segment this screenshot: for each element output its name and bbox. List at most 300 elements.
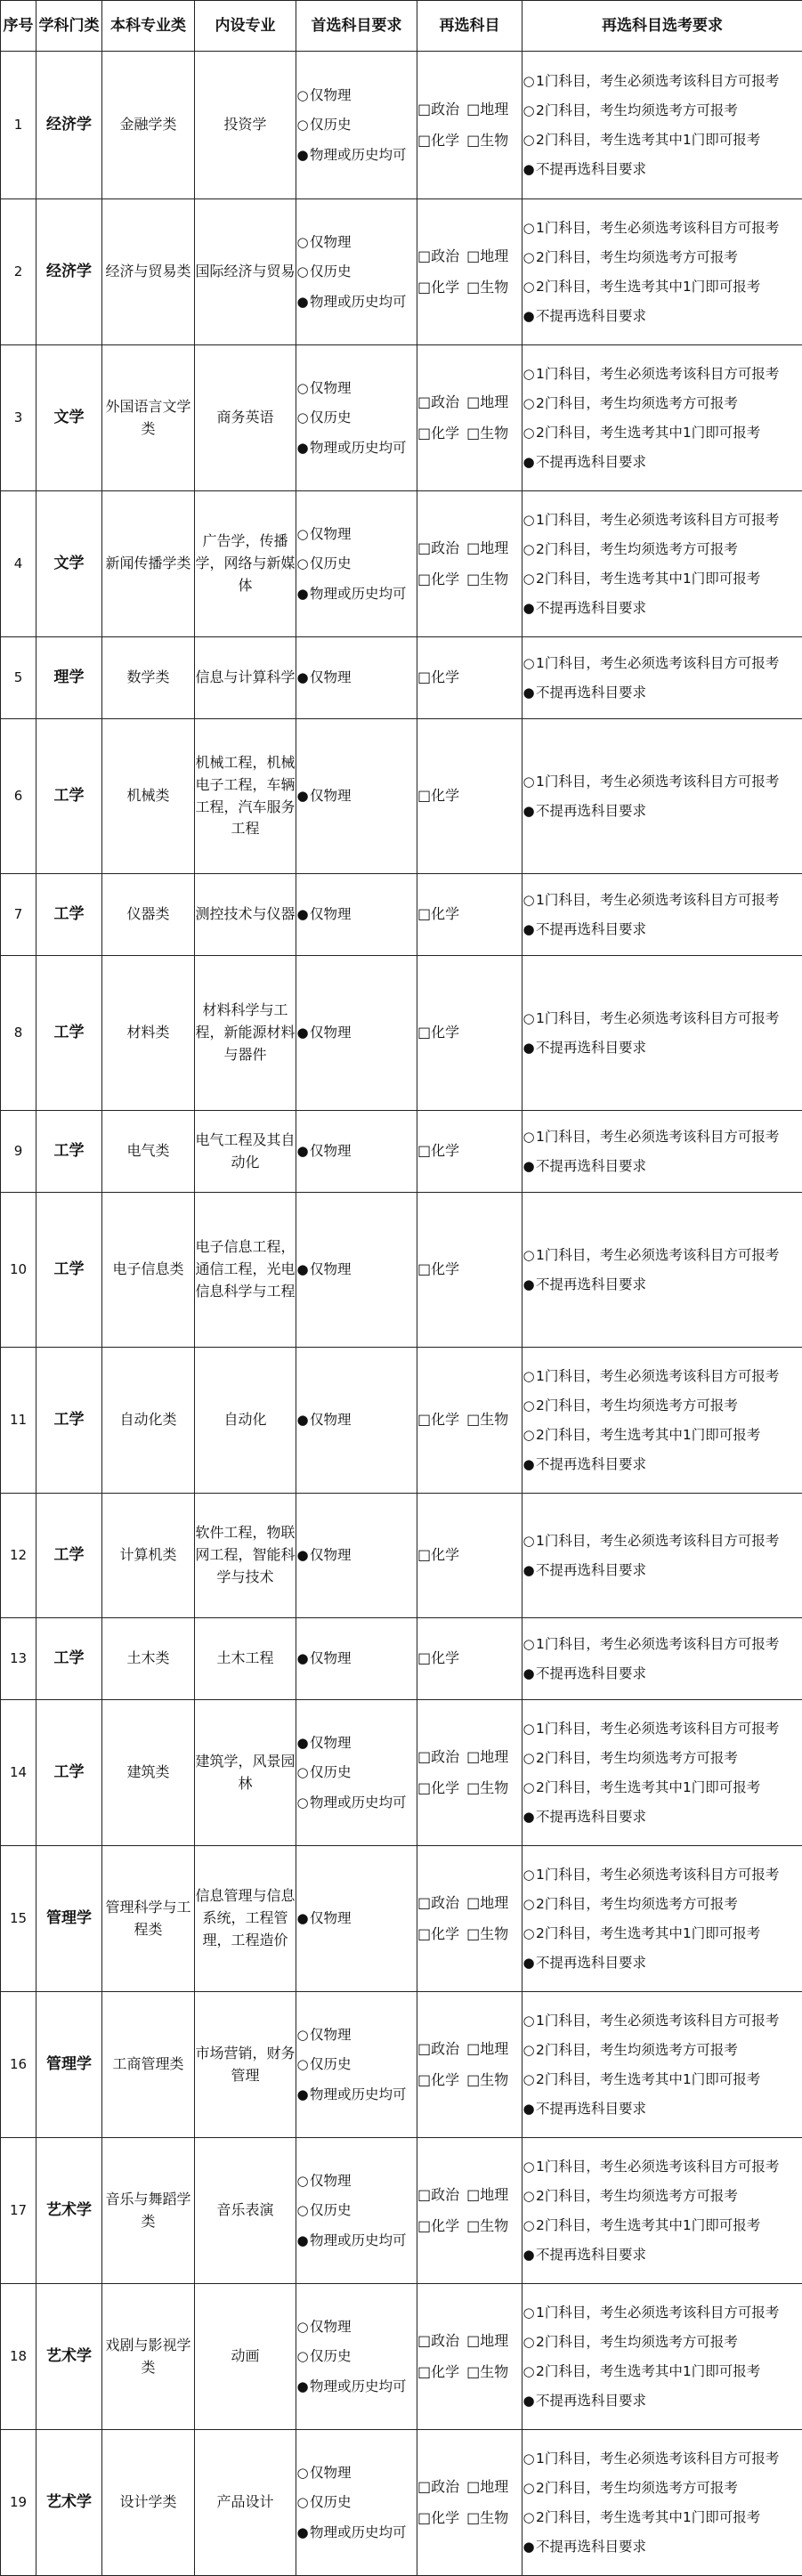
row-first-choice-cell: [296, 2138, 417, 2284]
empty-circle-icon: ○: [523, 2040, 535, 2061]
requirement-label: 1门科目，考生必须选考该科目方可报考: [536, 655, 779, 671]
row-seq: 16: [1, 1992, 36, 2138]
first-choice-option: [296, 144, 417, 166]
requirement-label: 2门科目，考生均须选考方可报考: [536, 102, 738, 118]
row-optional-requirement-cell: [523, 1846, 802, 1992]
table-row: [1, 1992, 802, 2138]
optional-subject-row: [417, 2507, 522, 2530]
first-choice-label: 仅物理: [310, 1547, 352, 1563]
filled-circle-icon: ●: [523, 306, 535, 327]
optional-subject-row: [417, 246, 522, 268]
requirement-option: [523, 363, 802, 385]
row-optional-requirement-cell: [523, 1193, 802, 1348]
table-body: [1, 52, 802, 2576]
optional-subject-checkbox: □化学: [417, 132, 459, 149]
row-major-class: 机械类: [102, 719, 195, 874]
row-major-class: 仪器类: [102, 874, 195, 956]
empty-circle-icon: ○: [523, 2216, 535, 2236]
requirement-label: 2门科目，考生均须选考方可报考: [536, 541, 738, 557]
row-inner-major: 商务英语: [195, 345, 296, 491]
row-major-class: 材料类: [102, 956, 195, 1111]
optional-subject-checkbox: □化学: [417, 2217, 459, 2234]
table-row: [1, 1348, 802, 1494]
row-category: 理学: [36, 637, 102, 719]
first-choice-option: [296, 785, 417, 806]
row-optional-requirement-cell: [523, 345, 802, 491]
row-major-class: 建筑类: [102, 1700, 195, 1846]
empty-circle-icon: ○: [523, 1719, 535, 1739]
row-category: 艺术学: [36, 2284, 102, 2430]
optional-subject-row: [417, 1544, 522, 1567]
optional-subject-checkbox: □地理: [466, 2332, 508, 2349]
optional-subject-row: [417, 99, 522, 121]
table-row: [1, 1111, 802, 1193]
first-choice-option: [296, 903, 417, 925]
empty-circle-icon: ○: [523, 1924, 535, 1944]
optional-subject-row: [417, 277, 522, 299]
requirement-option: [523, 1663, 802, 1684]
empty-circle-icon: ○: [523, 1634, 535, 1655]
table-row: [1, 2138, 802, 2284]
empty-circle-icon: ○: [523, 423, 535, 443]
first-choice-option: [296, 2345, 417, 2367]
empty-circle-icon: ○: [523, 2332, 535, 2353]
optional-subject-checkbox: □政治: [417, 393, 459, 410]
requirement-label: 2门科目，考生选考其中1门即可报考: [536, 132, 760, 148]
filled-circle-icon: ●: [523, 2537, 535, 2557]
optional-subject-checkbox: □化学: [417, 1649, 459, 1666]
optional-subject-checkbox: □生物: [466, 571, 508, 587]
row-inner-major: 市场营销，财务管理: [195, 1992, 296, 2138]
table-row: [1, 1618, 802, 1700]
filled-circle-icon: ●: [296, 1545, 309, 1566]
empty-circle-icon: ○: [523, 2478, 535, 2499]
requirement-option: [523, 1008, 802, 1029]
requirement-label: 1门科目，考生必须选考该科目方可报考: [536, 220, 779, 236]
first-choice-label: 仅物理: [310, 1910, 352, 1926]
row-major-class: 新闻传播学类: [102, 491, 195, 637]
optional-subject-checkbox: □政治: [417, 539, 459, 556]
first-choice-label: 仅历史: [310, 117, 352, 133]
row-category: 工学: [36, 1618, 102, 1700]
empty-circle-icon: ○: [523, 2070, 535, 2090]
row-inner-major: 软件工程，物联网工程，智能科学与技术: [195, 1494, 296, 1618]
optional-subject-row: [417, 2361, 522, 2384]
requirement-option: [523, 247, 802, 268]
table-row: [1, 719, 802, 874]
filled-circle-icon: ●: [523, 1275, 535, 1295]
optional-subject-row: [417, 538, 522, 560]
row-major-class: 自动化类: [102, 1348, 195, 1494]
requirement-option: [523, 1864, 802, 1885]
row-optional-subjects-cell: [417, 637, 523, 719]
requirement-option: [523, 2448, 802, 2469]
row-category: 艺术学: [36, 2430, 102, 2576]
requirement-option: [523, 2010, 802, 2031]
row-first-choice-cell: [296, 1992, 417, 2138]
row-inner-major: 建筑学，风景园林: [195, 1700, 296, 1846]
empty-circle-icon: ○: [296, 2317, 309, 2337]
requirement-option: [523, 422, 802, 443]
requirement-label: 1门科目，考生必须选考该科目方可报考: [536, 366, 779, 382]
filled-circle-icon: ●: [296, 2085, 309, 2105]
first-choice-option: [296, 2376, 417, 2397]
filled-circle-icon: ●: [523, 1953, 535, 1973]
row-first-choice-cell: [296, 52, 417, 199]
row-first-choice-cell: [296, 491, 417, 637]
optional-subject-row: [417, 1892, 522, 1915]
row-seq: 11: [1, 1348, 36, 1494]
row-optional-subjects-cell: [417, 719, 523, 874]
row-category: 工学: [36, 1348, 102, 1494]
empty-circle-icon: ○: [523, 772, 535, 792]
first-choice-label: 仅历史: [310, 555, 352, 571]
filled-circle-icon: ●: [296, 1648, 309, 1669]
first-choice-option: [296, 1908, 417, 1929]
empty-circle-icon: ○: [296, 2463, 309, 2483]
first-choice-option: [296, 1792, 417, 1813]
empty-circle-icon: ○: [523, 2361, 535, 2382]
row-optional-subjects-cell: [417, 199, 523, 345]
requirement-label: 不提再选科目要求: [536, 2393, 646, 2409]
optional-subject-checkbox: □化学: [417, 1411, 459, 1428]
requirement-label: 1门科目，考生必须选考该科目方可报考: [536, 2305, 779, 2321]
optional-subject-checkbox: □地理: [466, 2186, 508, 2203]
first-choice-label: 仅物理: [310, 1650, 352, 1666]
row-optional-subjects-cell: [417, 1193, 523, 1348]
first-choice-label: 仅历史: [310, 2348, 352, 2364]
filled-circle-icon: ●: [523, 2245, 535, 2265]
row-optional-subjects-cell: [417, 1846, 523, 1992]
first-choice-option: [296, 1648, 417, 1669]
row-first-choice-cell: [296, 1846, 417, 1992]
requirement-label: 2门科目，考生选考其中1门即可报考: [536, 2217, 760, 2233]
filled-circle-icon: ●: [523, 919, 535, 940]
filled-circle-icon: ●: [296, 904, 309, 925]
row-inner-major: 产品设计: [195, 2430, 296, 2576]
optional-subject-row: [417, 130, 522, 152]
empty-circle-icon: ○: [296, 408, 309, 428]
header-first-choice: 首选科目要求: [296, 1, 417, 52]
filled-circle-icon: ●: [523, 2099, 535, 2119]
requirement-label: 1门科目，考生必须选考该科目方可报考: [536, 1867, 779, 1883]
optional-subject-checkbox: □地理: [466, 1748, 508, 1765]
requirement-option: [523, 1777, 802, 1798]
row-optional-subjects-cell: [417, 2138, 523, 2284]
row-inner-major: 信息与计算科学: [195, 637, 296, 719]
first-choice-label: 仅物理: [310, 906, 352, 922]
requirement-option: [523, 2507, 802, 2528]
first-choice-label: 物理或历史均可: [310, 586, 407, 602]
row-first-choice-cell: [296, 345, 417, 491]
row-optional-requirement-cell: [523, 2138, 802, 2284]
first-choice-option: [296, 231, 417, 253]
empty-circle-icon: ○: [296, 524, 309, 545]
first-choice-label: 仅物理: [310, 1261, 352, 1277]
row-major-class: 经济与贸易类: [102, 199, 195, 345]
row-category: 工学: [36, 874, 102, 956]
row-category: 工学: [36, 719, 102, 874]
requirement-option: [523, 1747, 802, 1769]
empty-circle-icon: ○: [296, 1793, 309, 1813]
empty-circle-icon: ○: [296, 115, 309, 135]
row-seq: 17: [1, 2138, 36, 2284]
empty-circle-icon: ○: [296, 554, 309, 574]
optional-subject-row: [417, 1648, 522, 1670]
requirement-label: 1门科目，考生必须选考该科目方可报考: [536, 1129, 779, 1145]
requirement-label: 2门科目，考生均须选考方可报考: [536, 395, 738, 411]
requirement-option: [523, 568, 802, 589]
row-optional-requirement-cell: [523, 1348, 802, 1494]
optional-subject-checkbox: □生物: [466, 1779, 508, 1796]
first-choice-label: 仅物理: [310, 1735, 352, 1751]
filled-circle-icon: ●: [296, 1410, 309, 1430]
requirement-option: [523, 1274, 802, 1295]
optional-subject-checkbox: □化学: [417, 571, 459, 587]
filled-circle-icon: ●: [296, 786, 309, 806]
table-row: [1, 52, 802, 199]
row-first-choice-cell: [296, 1193, 417, 1348]
row-category: 工学: [36, 1494, 102, 1618]
requirement-option: [523, 129, 802, 150]
row-inner-major: 测控技术与仪器: [195, 874, 296, 956]
row-category: 工学: [36, 1193, 102, 1348]
row-optional-requirement-cell: [523, 956, 802, 1111]
row-optional-subjects-cell: [417, 1618, 523, 1700]
row-category: 工学: [36, 1700, 102, 1846]
requirement-option: [523, 1806, 802, 1827]
optional-subject-checkbox: □政治: [417, 1894, 459, 1911]
requirement-label: 1门科目，考生必须选考该科目方可报考: [536, 2013, 779, 2029]
optional-subject-row: [417, 1924, 522, 1946]
row-optional-requirement-cell: [523, 1111, 802, 1193]
requirement-option: [523, 451, 802, 473]
optional-subject-checkbox: □生物: [466, 2217, 508, 2234]
row-major-class: 戏剧与影视学类: [102, 2284, 195, 2430]
filled-circle-icon: ●: [296, 584, 309, 604]
optional-subject-checkbox: □地理: [466, 2478, 508, 2495]
optional-subject-row: [417, 1259, 522, 1281]
optional-subject-checkbox: □生物: [466, 425, 508, 441]
requirement-option: [523, 2244, 802, 2265]
empty-circle-icon: ○: [523, 71, 535, 92]
first-choice-label: 仅物理: [310, 788, 352, 804]
row-seq: 15: [1, 1846, 36, 1992]
first-choice-label: 仅历史: [310, 2202, 352, 2218]
table-row: [1, 2430, 802, 2576]
optional-subject-row: [417, 569, 522, 591]
optional-subject-checkbox: □政治: [417, 247, 459, 264]
row-optional-subjects-cell: [417, 1700, 523, 1846]
requirement-label: 不提再选科目要求: [536, 454, 646, 470]
requirement-label: 2门科目，考生选考其中1门即可报考: [536, 2071, 760, 2087]
optional-subject-checkbox: □政治: [417, 2040, 459, 2057]
first-choice-label: 仅物理: [310, 2319, 352, 2335]
requirement-option: [523, 2098, 802, 2119]
optional-subject-checkbox: □化学: [417, 905, 459, 922]
requirement-option: [523, 1424, 802, 1446]
row-seq: 3: [1, 345, 36, 491]
requirement-option: [523, 100, 802, 121]
requirement-option: [523, 919, 802, 940]
row-first-choice-cell: [296, 1618, 417, 1700]
table-row: [1, 345, 802, 491]
first-choice-option: [296, 1732, 417, 1754]
row-seq: 1: [1, 52, 36, 199]
requirement-label: 2门科目，考生选考其中1门即可报考: [536, 1427, 760, 1443]
optional-subject-checkbox: □政治: [417, 1748, 459, 1765]
first-choice-option: [296, 291, 417, 312]
row-first-choice-cell: [296, 719, 417, 874]
first-choice-label: 物理或历史均可: [310, 294, 407, 310]
row-category: 经济学: [36, 52, 102, 199]
requirement-label: 2门科目，考生均须选考方可报考: [536, 2334, 738, 2350]
table-row: [1, 874, 802, 956]
empty-circle-icon: ○: [523, 2507, 535, 2528]
row-major-class: 工商管理类: [102, 1992, 195, 2138]
requirement-option: [523, 1893, 802, 1915]
requirement-label: 不提再选科目要求: [536, 1158, 646, 1174]
row-first-choice-cell: [296, 199, 417, 345]
optional-subject-row: [417, 1746, 522, 1769]
table-row: [1, 199, 802, 345]
row-first-choice-cell: [296, 2284, 417, 2430]
requirement-label: 不提再选科目要求: [536, 685, 646, 701]
optional-subject-checkbox: □政治: [417, 2186, 459, 2203]
empty-circle-icon: ○: [523, 1245, 535, 1266]
optional-subject-row: [417, 903, 522, 926]
empty-circle-icon: ○: [523, 1531, 535, 1551]
requirement-label: 1门科目，考生必须选考该科目方可报考: [536, 1010, 779, 1026]
first-choice-label: 仅物理: [310, 1025, 352, 1041]
optional-subject-checkbox: □化学: [417, 425, 459, 441]
requirement-option: [523, 1244, 802, 1266]
row-inner-major: 动画: [195, 2284, 296, 2430]
requirement-option: [523, 2215, 802, 2236]
first-choice-label: 物理或历史均可: [310, 147, 407, 163]
empty-circle-icon: ○: [523, 2303, 535, 2323]
empty-circle-icon: ○: [523, 1127, 535, 1147]
row-seq: 10: [1, 1193, 36, 1348]
empty-circle-icon: ○: [523, 510, 535, 531]
requirement-option: [523, 2039, 802, 2061]
row-optional-requirement-cell: [523, 1494, 802, 1618]
first-choice-label: 仅物理: [310, 669, 352, 685]
filled-circle-icon: ●: [296, 1260, 309, 1280]
empty-circle-icon: ○: [296, 2200, 309, 2221]
empty-circle-icon: ○: [523, 218, 535, 239]
filled-circle-icon: ●: [296, 1023, 309, 1043]
row-optional-subjects-cell: [417, 1494, 523, 1618]
filled-circle-icon: ●: [523, 452, 535, 473]
requirement-option: [523, 1126, 802, 1147]
filled-circle-icon: ●: [523, 598, 535, 619]
row-major-class: 计算机类: [102, 1494, 195, 1618]
row-optional-subjects-cell: [417, 874, 523, 956]
requirement-option: [523, 1559, 802, 1581]
optional-subject-checkbox: □化学: [417, 1779, 459, 1796]
first-choice-option: [296, 1140, 417, 1162]
empty-circle-icon: ○: [523, 2011, 535, 2031]
first-choice-option: [296, 377, 417, 399]
optional-subject-checkbox: □生物: [466, 1411, 508, 1428]
row-inner-major: 国际经济与贸易: [195, 199, 296, 345]
requirement-option: [523, 1454, 802, 1475]
row-first-choice-cell: [296, 637, 417, 719]
requirement-label: 不提再选科目要求: [536, 1276, 646, 1292]
row-optional-subjects-cell: [417, 956, 523, 1111]
requirement-option: [523, 539, 802, 560]
optional-subject-row: [417, 2070, 522, 2092]
requirement-label: 1门科目，考生必须选考该科目方可报考: [536, 2159, 779, 2175]
row-inner-major: 机械工程，机械电子工程，车辆工程，汽车服务工程: [195, 719, 296, 874]
table-row: [1, 491, 802, 637]
empty-circle-icon: ○: [296, 2025, 309, 2045]
requirement-label: 不提再选科目要求: [536, 803, 646, 819]
table-header: [1, 1, 802, 52]
first-choice-option: [296, 2462, 417, 2483]
empty-circle-icon: ○: [523, 247, 535, 268]
header-optional-subjects: 再选科目: [417, 1, 523, 52]
requirement-option: [523, 652, 802, 674]
header-major-class: 本科专业类: [102, 1, 195, 52]
row-seq: 13: [1, 1618, 36, 1700]
header-seq: 序号: [1, 1, 36, 52]
optional-subject-checkbox: □地理: [466, 101, 508, 117]
table-row: [1, 1193, 802, 1348]
row-category: 管理学: [36, 1846, 102, 1992]
empty-circle-icon: ○: [296, 2054, 309, 2075]
first-choice-label: 物理或历史均可: [310, 2378, 407, 2394]
row-optional-requirement-cell: [523, 637, 802, 719]
header-category: 学科门类: [36, 1, 102, 52]
optional-subject-checkbox: □生物: [466, 2509, 508, 2526]
optional-subject-checkbox: □地理: [466, 1894, 508, 1911]
first-choice-option: [296, 2054, 417, 2075]
row-major-class: 金融学类: [102, 52, 195, 199]
requirement-label: 2门科目，考生均须选考方可报考: [536, 249, 738, 265]
filled-circle-icon: ●: [296, 2377, 309, 2397]
filled-circle-icon: ●: [523, 1807, 535, 1827]
requirement-label: 1门科目，考生必须选考该科目方可报考: [536, 2450, 779, 2467]
first-choice-option: [296, 407, 417, 428]
requirement-option: [523, 800, 802, 822]
first-choice-option: [296, 2316, 417, 2337]
first-choice-option: [296, 114, 417, 135]
empty-circle-icon: ○: [296, 85, 309, 106]
requirement-option: [523, 1395, 802, 1416]
row-first-choice-cell: [296, 1494, 417, 1618]
row-optional-requirement-cell: [523, 874, 802, 956]
row-inner-major: 土木工程: [195, 1618, 296, 1700]
first-choice-label: 仅物理: [310, 87, 352, 103]
row-major-class: 外国语言文学类: [102, 345, 195, 491]
row-inner-major: 音乐表演: [195, 2138, 296, 2284]
empty-circle-icon: ○: [523, 1396, 535, 1416]
requirement-label: 2门科目，考生均须选考方可报考: [536, 1896, 738, 1912]
optional-subject-row: [417, 785, 522, 807]
filled-circle-icon: ●: [296, 145, 309, 166]
filled-circle-icon: ●: [523, 801, 535, 822]
requirement-option: [523, 771, 802, 792]
first-choice-label: 仅历史: [310, 2056, 352, 2072]
requirement-label: 2门科目，考生选考其中1门即可报考: [536, 2509, 760, 2525]
requirement-label: 1门科目，考生必须选考该科目方可报考: [536, 774, 779, 790]
row-category: 工学: [36, 1111, 102, 1193]
requirement-option: [523, 1718, 802, 1739]
requirement-option: [523, 889, 802, 911]
optional-subject-checkbox: □化学: [417, 1260, 459, 1277]
